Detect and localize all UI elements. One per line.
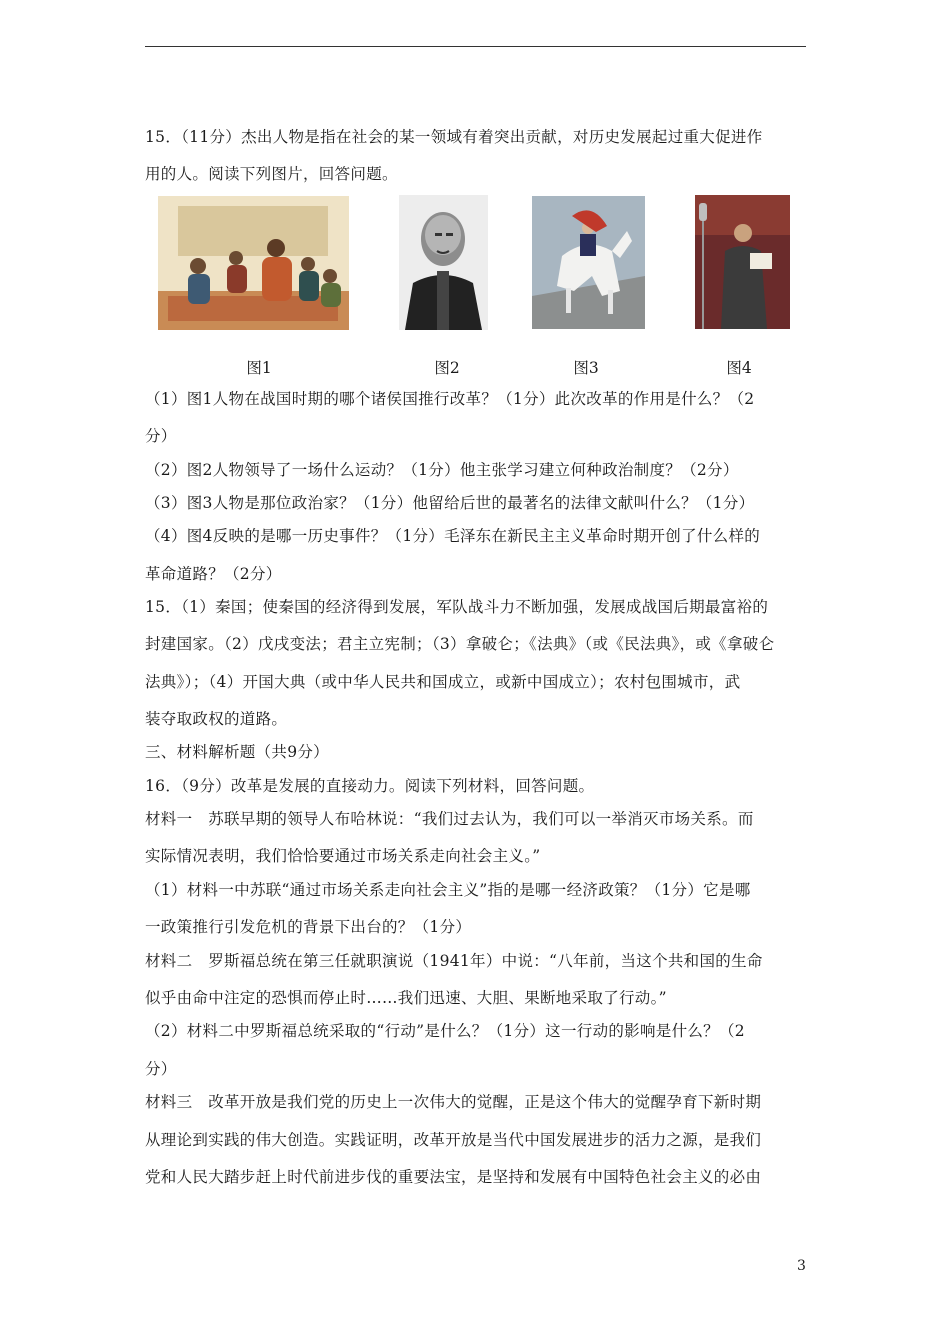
question-15-sub-1-line-1: （1）图1人物在战国时期的哪个诸侯国推行改革？（1分）此次改革的作用是什么？（2: [145, 390, 755, 408]
figure-2-image: [399, 195, 488, 330]
figure-2-portrait-icon: [399, 195, 488, 330]
question-16-sub-2-line-2: 分）: [145, 1060, 177, 1078]
answer-15-line-4: 装夺取政权的道路。: [145, 710, 288, 728]
material-3-line-2: 从理论到实践的伟大创造。实践证明，改革开放是当代中国发展进步的活力之源，是我们: [145, 1131, 762, 1149]
question-15-sub-1-line-2: 分）: [145, 427, 177, 445]
question-15-sub-2: （2）图2人物领导了一场什么运动？（1分）他主张学习建立何种政治制度？（2分）: [145, 461, 739, 479]
figure-3-image: [532, 196, 645, 329]
figure-1-caption: 图1: [246, 359, 272, 377]
answer-15-line-2: 封建国家。（2）戊戌变法；君主立宪制；（3）拿破仑；《法典》（或《民法典》，或《拿破仑: [145, 635, 775, 653]
section-3-heading: 三、材料解析题（共9分）: [145, 743, 329, 761]
answer-15-line-3: 法典》）；（4）开国大典（或中华人民共和国成立，或新中国成立）；农村包围城市，武: [145, 673, 741, 691]
figure-3-caption: 图3: [573, 359, 599, 377]
figure-1-court-scene-icon: [158, 196, 349, 330]
material-2-line-1: 材料二 罗斯福总统在第三任就职演说（1941年）中说：“八年前，当这个共和国的生命: [145, 952, 763, 970]
question-15-sub-3: （3）图3人物是那位政治家？（1分）他留给后世的最著名的法律文献叫什么？（1分）: [145, 494, 755, 512]
figure-2-caption: 图2: [434, 359, 460, 377]
figure-4-caption: 图4: [726, 359, 752, 377]
material-1-line-2: 实际情况表明，我们恰恰要通过市场关系走向社会主义。”: [145, 847, 541, 865]
question-16-sub-1-line-1: （1）材料一中苏联“通过市场关系走向社会主义”指的是哪一经济政策？（1分）它是哪: [145, 881, 751, 899]
figure-4-image: [695, 195, 790, 329]
question-15-sub-4-line-2: 革命道路？（2分）: [145, 565, 282, 583]
question-16-intro: 16．（9分）改革是发展的直接动力。阅读下列材料，回答问题。: [145, 777, 595, 795]
page-number: 3: [797, 1258, 806, 1274]
question-16-sub-1-line-2: 一政策推行引发危机的背景下出台的？（1分）: [145, 918, 472, 936]
material-3-line-3: 党和人民大踏步赶上时代前进步伐的重要法宝，是坚持和发展有中国特色社会主义的必由: [145, 1168, 762, 1186]
question-16-sub-2-line-1: （2）材料二中罗斯福总统采取的“行动”是什么？（1分）这一行动的影响是什么？（2: [145, 1022, 745, 1040]
question-15-line-2: 用的人。阅读下列图片，回答问题。: [145, 165, 398, 183]
material-3-line-1: 材料三 改革开放是我们党的历史上一次伟大的觉醒，正是这个伟大的觉醒孕育下新时期: [145, 1093, 762, 1111]
material-1-line-1: 材料一 苏联早期的领导人布哈林说：“我们过去认为，我们可以一举消灭市场关系。而: [145, 810, 754, 828]
figure-1-image: [158, 196, 349, 330]
question-15-sub-4-line-1: （4）图4反映的是哪一历史事件？（1分）毛泽东在新民主主义革命时期开创了什么样的: [145, 527, 761, 545]
material-2-line-2: 似乎由命中注定的恐惧而停止时……我们迅速、大胆、果断地采取了行动。”: [145, 989, 667, 1007]
header-rule: [145, 46, 806, 47]
figure-4-ceremony-icon: [695, 195, 790, 329]
question-15-line-1: 15．（11分）杰出人物是指在社会的某一领域有着突出贡献，对历史发展起过重大促进作: [145, 128, 763, 146]
answer-15-line-1: 15．（1）秦国；使秦国的经济得到发展，军队战斗力不断加强，发展成战国后期最富裕的: [145, 598, 769, 616]
figure-3-horse-rider-icon: [532, 196, 645, 329]
